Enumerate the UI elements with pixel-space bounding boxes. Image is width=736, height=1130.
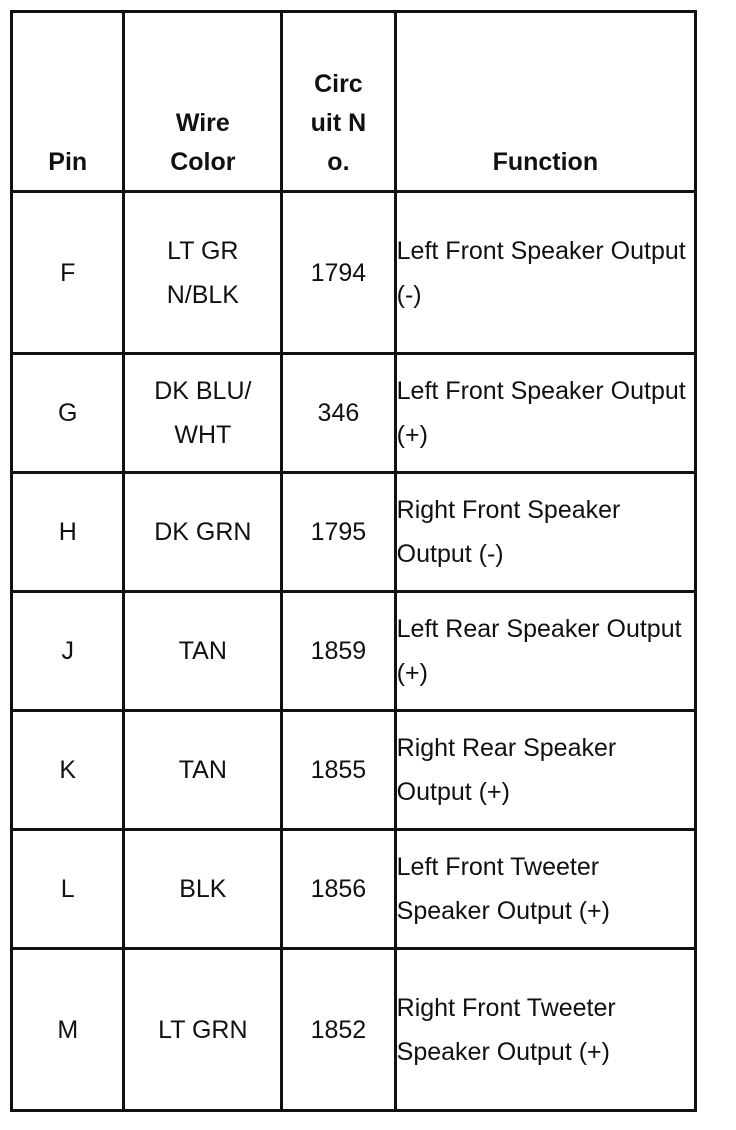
wire-color-text: LT GRN/BLK xyxy=(166,236,239,309)
pin-cell: J xyxy=(12,592,124,711)
wire-color-cell: LT GRN xyxy=(124,949,282,1111)
header-circuit-no xyxy=(282,12,395,192)
header-function: Function xyxy=(395,12,695,192)
wire-color-cell xyxy=(124,354,282,473)
pin-cell: L xyxy=(12,830,124,949)
pin-cell: M xyxy=(12,949,124,1111)
function-cell: Left Rear Speaker Output (+) xyxy=(395,592,695,711)
wire-color-cell: TAN xyxy=(124,592,282,711)
pin-cell: K xyxy=(12,711,124,830)
table-row xyxy=(12,949,696,1111)
function-cell: Left Front Speaker Output (-) xyxy=(395,192,695,354)
circuit-no-cell: 1855 xyxy=(282,711,395,830)
connector-pinout-table xyxy=(10,10,697,1112)
pin-cell: F xyxy=(12,192,124,354)
function-cell xyxy=(395,473,695,592)
circuit-no-cell: 1856 xyxy=(282,830,395,949)
table-row xyxy=(12,192,696,354)
function-cell: Right Rear Speaker Output (+) xyxy=(395,711,695,830)
table-row xyxy=(12,711,696,830)
table-row xyxy=(12,354,696,473)
function-cell xyxy=(395,949,695,1111)
function-text: Right Front Tweeter Speaker Output (+) xyxy=(396,993,616,1066)
wire-color-cell: TAN xyxy=(124,711,282,830)
pin-cell: G xyxy=(12,354,124,473)
pin-cell: H xyxy=(12,473,124,592)
header-circuit-no-label: Circuit No. xyxy=(310,70,367,176)
wire-color-cell xyxy=(124,192,282,354)
header-wire-color-label: Wire Color xyxy=(170,109,236,176)
function-cell xyxy=(395,830,695,949)
wire-color-text: DK BLU/ WHT xyxy=(154,377,252,449)
table-row xyxy=(12,592,696,711)
circuit-no-cell: 1795 xyxy=(282,473,395,592)
header-row xyxy=(12,12,696,192)
table-row xyxy=(12,830,696,949)
header-wire-color xyxy=(124,12,282,192)
header-pin: Pin xyxy=(12,12,124,192)
table-row xyxy=(12,473,696,592)
circuit-no-cell: 1852 xyxy=(282,949,395,1111)
wire-color-cell: DK GRN xyxy=(124,473,282,592)
function-text: Right Front Speaker Output (-) xyxy=(396,496,621,568)
circuit-no-cell: 1794 xyxy=(282,192,395,354)
function-text: Left Front Tweeter Speaker Output (+) xyxy=(396,853,610,925)
circuit-no-cell: 1859 xyxy=(282,592,395,711)
circuit-no-cell: 346 xyxy=(282,354,395,473)
wire-color-cell: BLK xyxy=(124,830,282,949)
function-cell: Left Front Speaker Output (+) xyxy=(395,354,695,473)
